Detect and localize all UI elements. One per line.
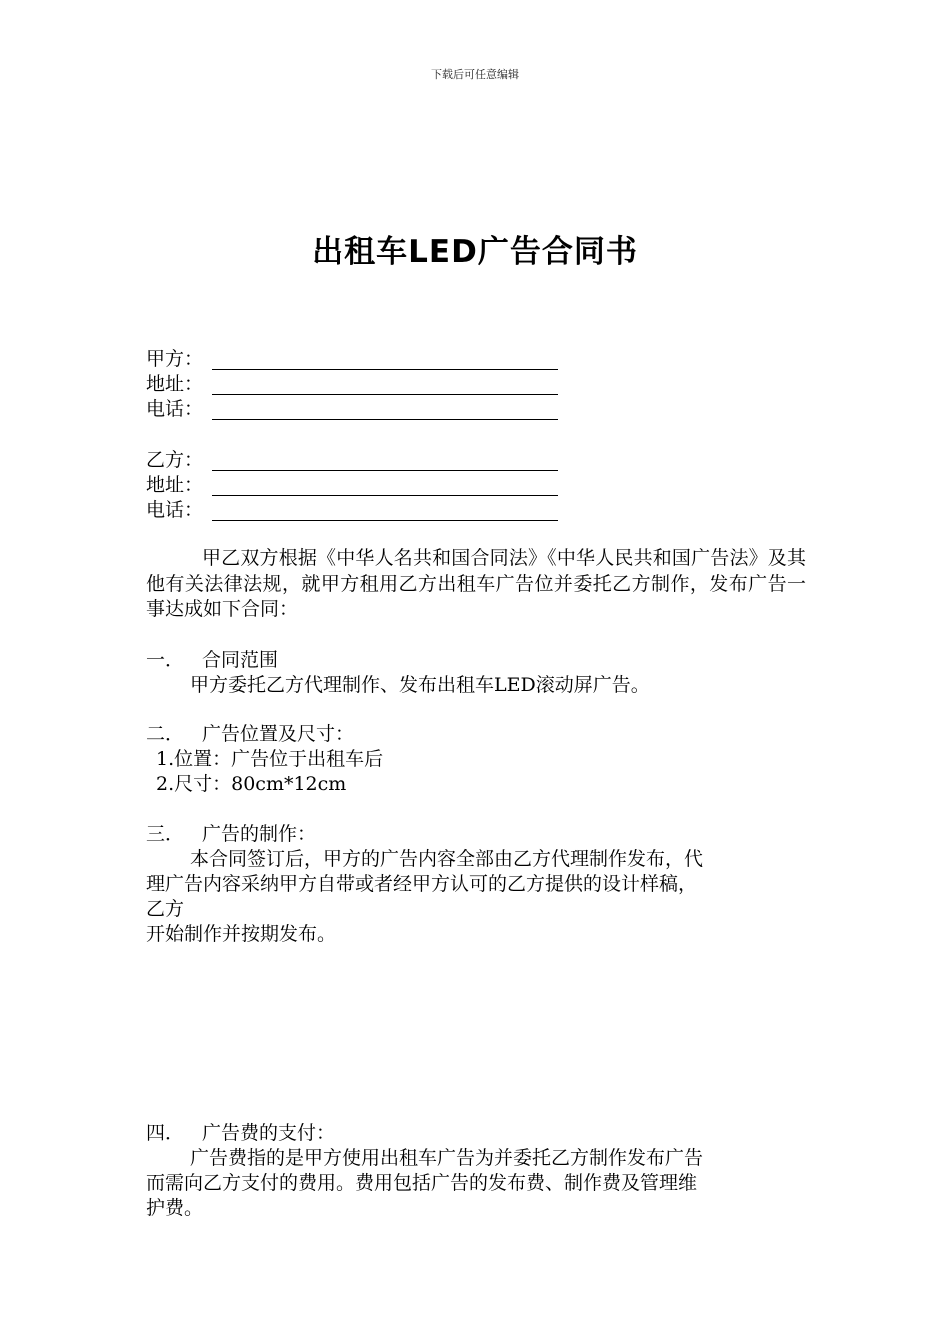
section-1-heading	[146, 648, 278, 673]
party-a-address-blank[interactable]	[212, 394, 558, 395]
section-4-title: 广告费的支付：	[202, 1122, 336, 1144]
party-a-name-blank[interactable]	[212, 369, 558, 370]
section-2-heading	[146, 722, 354, 747]
section-3-title: 广告的制作：	[202, 823, 317, 845]
section-4-body-line: 而需向乙方支付的费用。费用包括广告的发布费、制作费及管理维	[146, 1172, 698, 1194]
party-b-phone-label: 电话：	[146, 499, 204, 521]
section-2-item: 1.位置：广告位于出租车后	[156, 748, 384, 770]
header-note: 下载后可任意编辑	[431, 68, 519, 81]
party-b-name-label: 乙方：	[146, 449, 204, 471]
section-4-body-line: 护费。	[146, 1197, 204, 1219]
section-1-number: 一．	[146, 649, 185, 671]
section-2-number: 二．	[146, 723, 185, 745]
party-a-address-label: 地址：	[146, 373, 204, 395]
party-b-address-blank[interactable]	[212, 495, 558, 496]
party-a-address-field	[146, 372, 203, 397]
section-3-number: 三．	[146, 823, 185, 845]
party-a-phone-label: 电话：	[146, 398, 204, 420]
party-b-name-field	[146, 448, 203, 473]
section-3-body-line: 乙方	[146, 898, 185, 920]
party-a-name-field	[146, 347, 203, 372]
section-2-title: 广告位置及尺寸：	[202, 723, 355, 745]
party-b-address-field	[146, 473, 203, 498]
section-1-body: 甲方委托乙方代理制作、发布出租车LED滚动屏广告。	[190, 674, 650, 696]
party-a-phone-blank[interactable]	[212, 419, 558, 420]
party-a-name-label: 甲方：	[146, 348, 204, 370]
intro-paragraph: 甲乙双方根据《中华人名共和国合同法》《中华人民共和国广告法》及其他有关法律法规，就甲方租用乙方出租车广告位并委托乙方制作，发布广告一事达成如下合同：	[146, 547, 806, 620]
party-b-phone-field	[146, 498, 203, 523]
party-a-phone-field	[146, 397, 203, 422]
section-1-title: 合同范围	[202, 649, 279, 671]
party-b-name-blank[interactable]	[212, 470, 558, 471]
section-3-body-line: 本合同签订后，甲方的广告内容全部由乙方代理制作发布，代	[190, 848, 704, 870]
section-2-item: 2.尺寸：80cm*12cm	[156, 773, 347, 795]
party-b-phone-blank[interactable]	[212, 520, 558, 521]
party-b-address-label: 地址：	[146, 474, 204, 496]
section-4-heading	[146, 1121, 335, 1146]
document-title: 出租车LED广告合同书	[312, 234, 638, 270]
section-3-heading	[146, 822, 316, 847]
section-3-body-line: 开始制作并按期发布。	[146, 923, 337, 945]
section-4-number: 四．	[146, 1122, 185, 1144]
section-4-body-line: 广告费指的是甲方使用出租车广告为并委托乙方制作发布广告	[190, 1147, 704, 1169]
section-3-body-line: 理广告内容采纳甲方自带或者经甲方认可的乙方提供的设计样稿，	[146, 873, 698, 895]
